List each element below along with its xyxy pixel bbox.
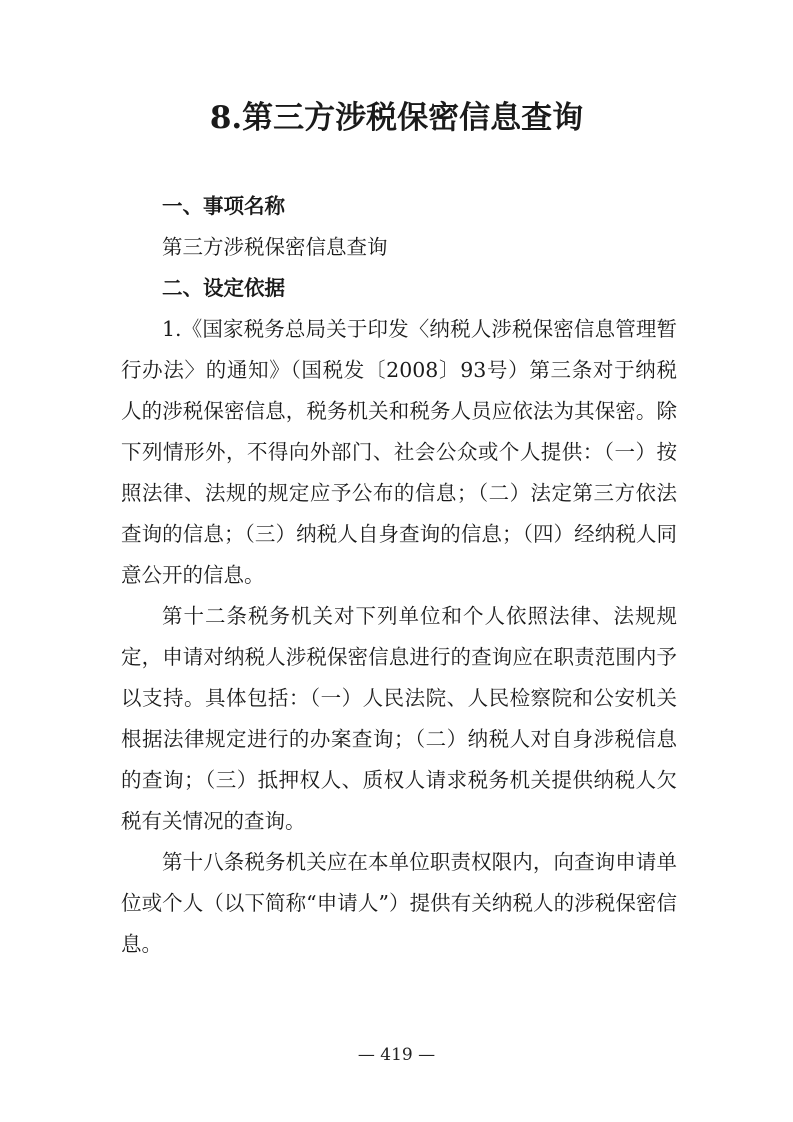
section1-heading: 一、事项名称 [162, 194, 285, 218]
paragraph-1: 1.《国家税务总局关于印发〈纳税人涉税保密信息管理暂行办法〉的通知》（国税发〔2008〕93号）第三条对于纳税人的涉税保密信息，税务机关和税务人员应依法为其保密。除下列情形外，不得向外部门、社会公众或个人提供：（一）按照法律、法规的规定应予公布的信息；（二）法定第三方依法查询的信息；（三）纳税人自身查询的信息；（四）经纳税人同意公开的信息。 [121, 317, 677, 587]
document-title: 8.第三方涉税保密信息查询 [209, 100, 584, 136]
paragraph-2: 第十二条税务机关对下列单位和个人依照法律、法规规定，申请对纳税人涉税保密信息进行的查询应在职责范围内予以支持。具体包括：（一）人民法院、人民检察院和公安机关根据法律规定进行的办案查询；（二）纳税人对自身涉税信息的查询；（三）抵押权人、质权人请求税务机关提供纳税人欠税有关情况的查询。 [121, 604, 677, 833]
section1-text: 第三方涉税保密信息查询 [162, 235, 388, 259]
page-number: — 419 — [357, 1045, 436, 1065]
document-body [121, 186, 677, 965]
section2-heading: 二、设定依据 [162, 276, 285, 300]
paragraph-3: 第十八条税务机关应在本单位职责权限内，向查询申请单位或个人（以下简称“申请人”）提供有关纳税人的涉税保密信息。 [121, 850, 677, 956]
